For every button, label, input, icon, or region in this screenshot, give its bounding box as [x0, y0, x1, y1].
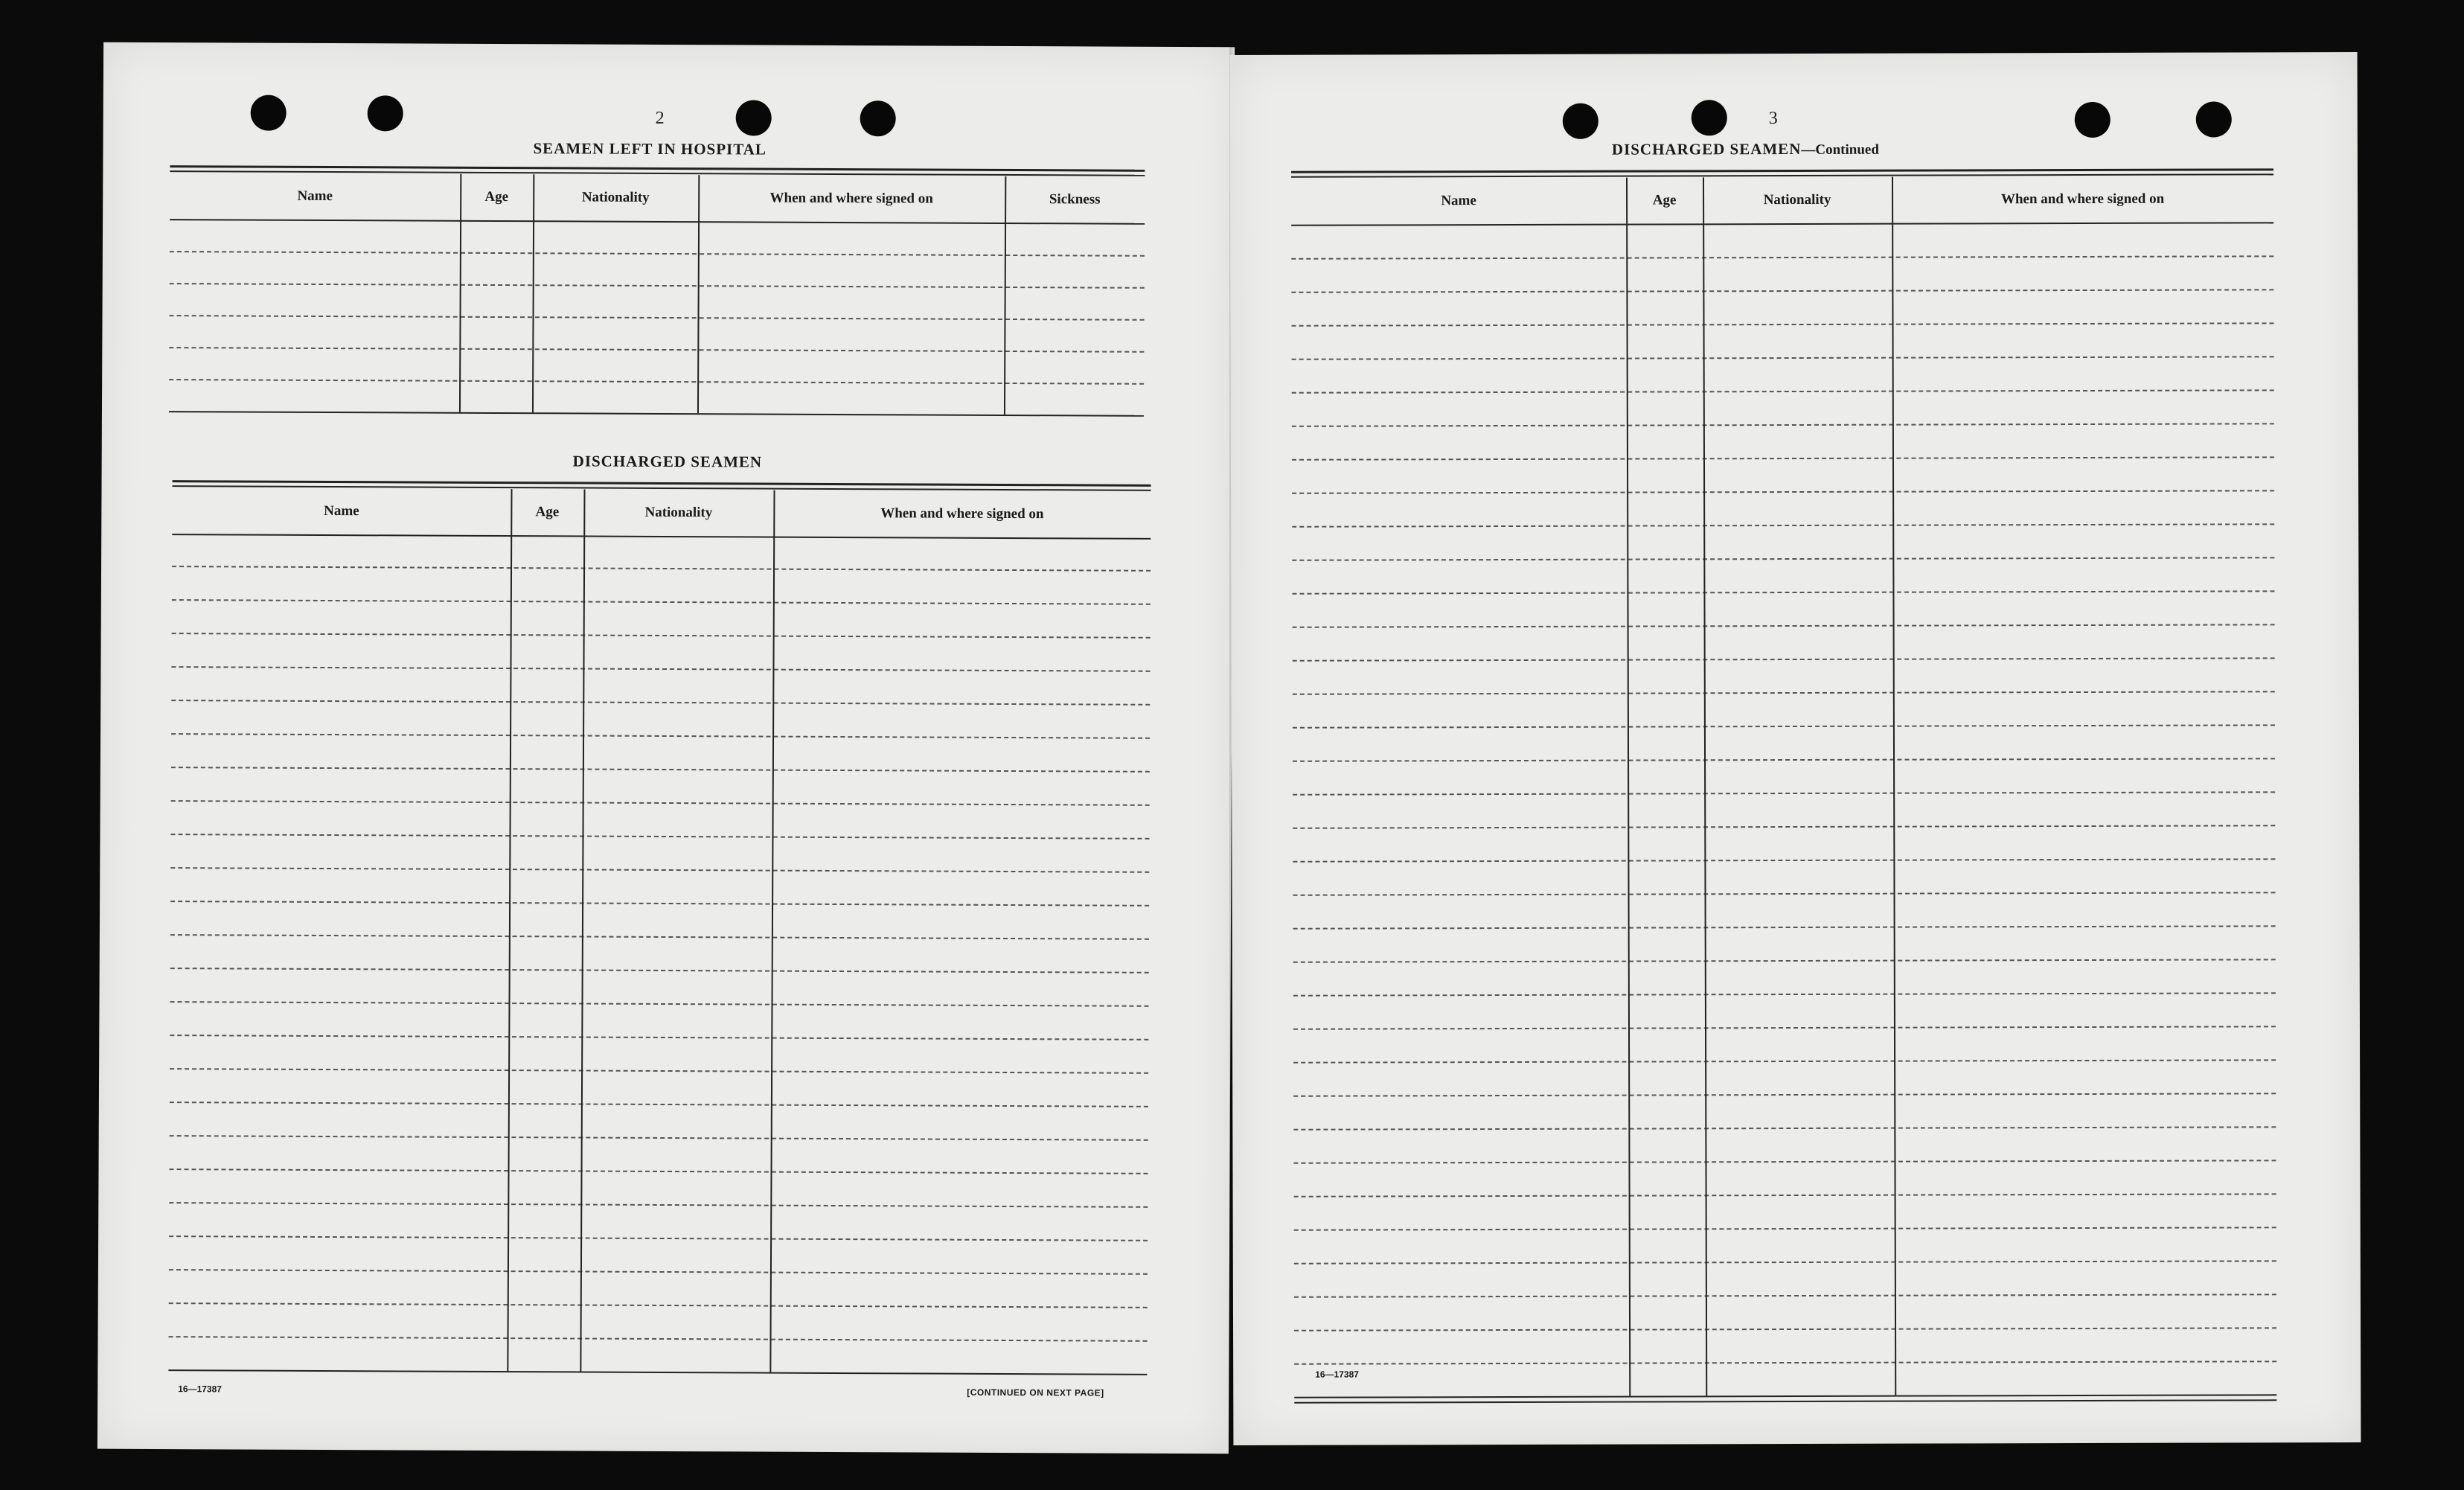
table-row	[1293, 959, 2276, 962]
table-row	[1292, 523, 2274, 527]
column-header-name: Name	[324, 502, 359, 519]
discharged-title-main: DISCHARGED SEAMEN	[1611, 139, 1802, 159]
column-header-age: Age	[535, 504, 560, 520]
discharged-continued-table	[1291, 168, 2276, 1428]
column-header-age: Age	[1652, 192, 1677, 208]
discharged-title-suffix: —Continued	[1801, 141, 1879, 158]
table-row	[170, 283, 1145, 289]
table-row	[1292, 389, 2274, 393]
table-row	[169, 1202, 1148, 1208]
column-header-name: Name	[1441, 193, 1476, 209]
table-row	[1293, 1126, 2276, 1130]
table-row	[1294, 1360, 2276, 1364]
table-row	[1294, 1327, 2276, 1331]
table-row	[1293, 858, 2275, 862]
table-row	[1293, 691, 2275, 694]
table-row	[169, 1235, 1148, 1241]
column-header-signed-on: When and where signed on	[2000, 191, 2165, 208]
table-row	[170, 251, 1145, 257]
table-row	[1292, 456, 2274, 460]
table-row	[170, 867, 1149, 873]
form-code: 16—17387	[178, 1384, 222, 1395]
table-row	[1292, 490, 2274, 493]
column-header-signed-on: When and where signed on	[769, 190, 933, 207]
table-row	[1293, 825, 2275, 828]
discharged-section-title: DISCHARGED SEAMEN	[572, 452, 763, 471]
table-row	[1293, 758, 2275, 761]
table-row	[1294, 1294, 2276, 1297]
table-row	[1293, 724, 2275, 728]
table-row	[1293, 624, 2275, 627]
table-row	[1293, 892, 2276, 895]
column-header-name: Name	[297, 188, 333, 205]
discharged-table	[168, 480, 1151, 1430]
punch-hole	[2196, 101, 2232, 137]
table-row	[172, 566, 1151, 572]
table-row	[169, 347, 1144, 353]
table-row	[1292, 423, 2274, 426]
table-row	[1294, 1193, 2276, 1197]
page-number: 2	[655, 108, 665, 128]
table-row	[170, 1001, 1149, 1007]
table-row	[171, 800, 1150, 806]
table-row	[172, 633, 1151, 639]
table-row	[1293, 1059, 2276, 1063]
punch-hole	[251, 95, 287, 131]
table-row	[1293, 1093, 2276, 1096]
discharged-continued-title	[1612, 140, 1879, 159]
form-code: 16—17387	[1315, 1369, 1359, 1380]
table-row	[1293, 992, 2276, 996]
page-number: 3	[1768, 109, 1778, 129]
table-row	[170, 834, 1149, 840]
table-row	[170, 315, 1145, 321]
table-row	[1291, 289, 2273, 292]
table-row	[1293, 1160, 2276, 1163]
table-row	[1294, 1260, 2276, 1264]
table-row	[170, 1035, 1148, 1040]
table-row	[171, 666, 1150, 672]
table-row	[1293, 1026, 2276, 1029]
column-header-signed-on: When and where signed on	[880, 505, 1044, 522]
punch-hole	[368, 95, 403, 131]
punch-hole	[860, 100, 896, 136]
column-header-nationality: Nationality	[581, 189, 650, 205]
table-row	[1292, 590, 2274, 594]
table-row	[169, 1269, 1148, 1275]
table-row	[1293, 925, 2276, 929]
table-row	[1292, 557, 2274, 560]
table-row	[170, 934, 1149, 940]
table-row	[170, 1101, 1148, 1107]
table-row	[170, 901, 1149, 907]
table-row	[170, 1168, 1148, 1174]
table-row	[1294, 1227, 2276, 1230]
column-header-nationality: Nationality	[644, 504, 713, 521]
column-header-sickness: Sickness	[1049, 191, 1101, 208]
hospital-table	[169, 165, 1145, 438]
table-row	[171, 733, 1150, 739]
table-row	[1291, 255, 2273, 259]
table-row	[1292, 322, 2274, 326]
table-row	[170, 1068, 1148, 1074]
table-row	[171, 767, 1150, 773]
table-row	[170, 968, 1149, 973]
table-row	[1293, 657, 2275, 661]
table-row	[172, 599, 1151, 605]
column-header-nationality: Nationality	[1763, 191, 1831, 208]
left-page	[97, 42, 1235, 1454]
table-row	[171, 700, 1150, 706]
table-row	[169, 1302, 1148, 1308]
continued-note: [CONTINUED ON NEXT PAGE]	[967, 1387, 1104, 1398]
punch-hole	[2075, 102, 2111, 138]
table-row	[1293, 791, 2275, 795]
table-row	[170, 1135, 1148, 1141]
table-row	[169, 1336, 1148, 1342]
column-header-age: Age	[484, 188, 509, 205]
right-page	[1230, 52, 2361, 1445]
table-row	[169, 379, 1144, 385]
punch-hole	[1692, 100, 1727, 135]
table-row	[1292, 356, 2274, 359]
punch-hole	[736, 100, 772, 135]
hospital-section-title: SEAMEN LEFT IN HOSPITAL	[533, 139, 767, 159]
punch-hole	[1563, 103, 1599, 139]
